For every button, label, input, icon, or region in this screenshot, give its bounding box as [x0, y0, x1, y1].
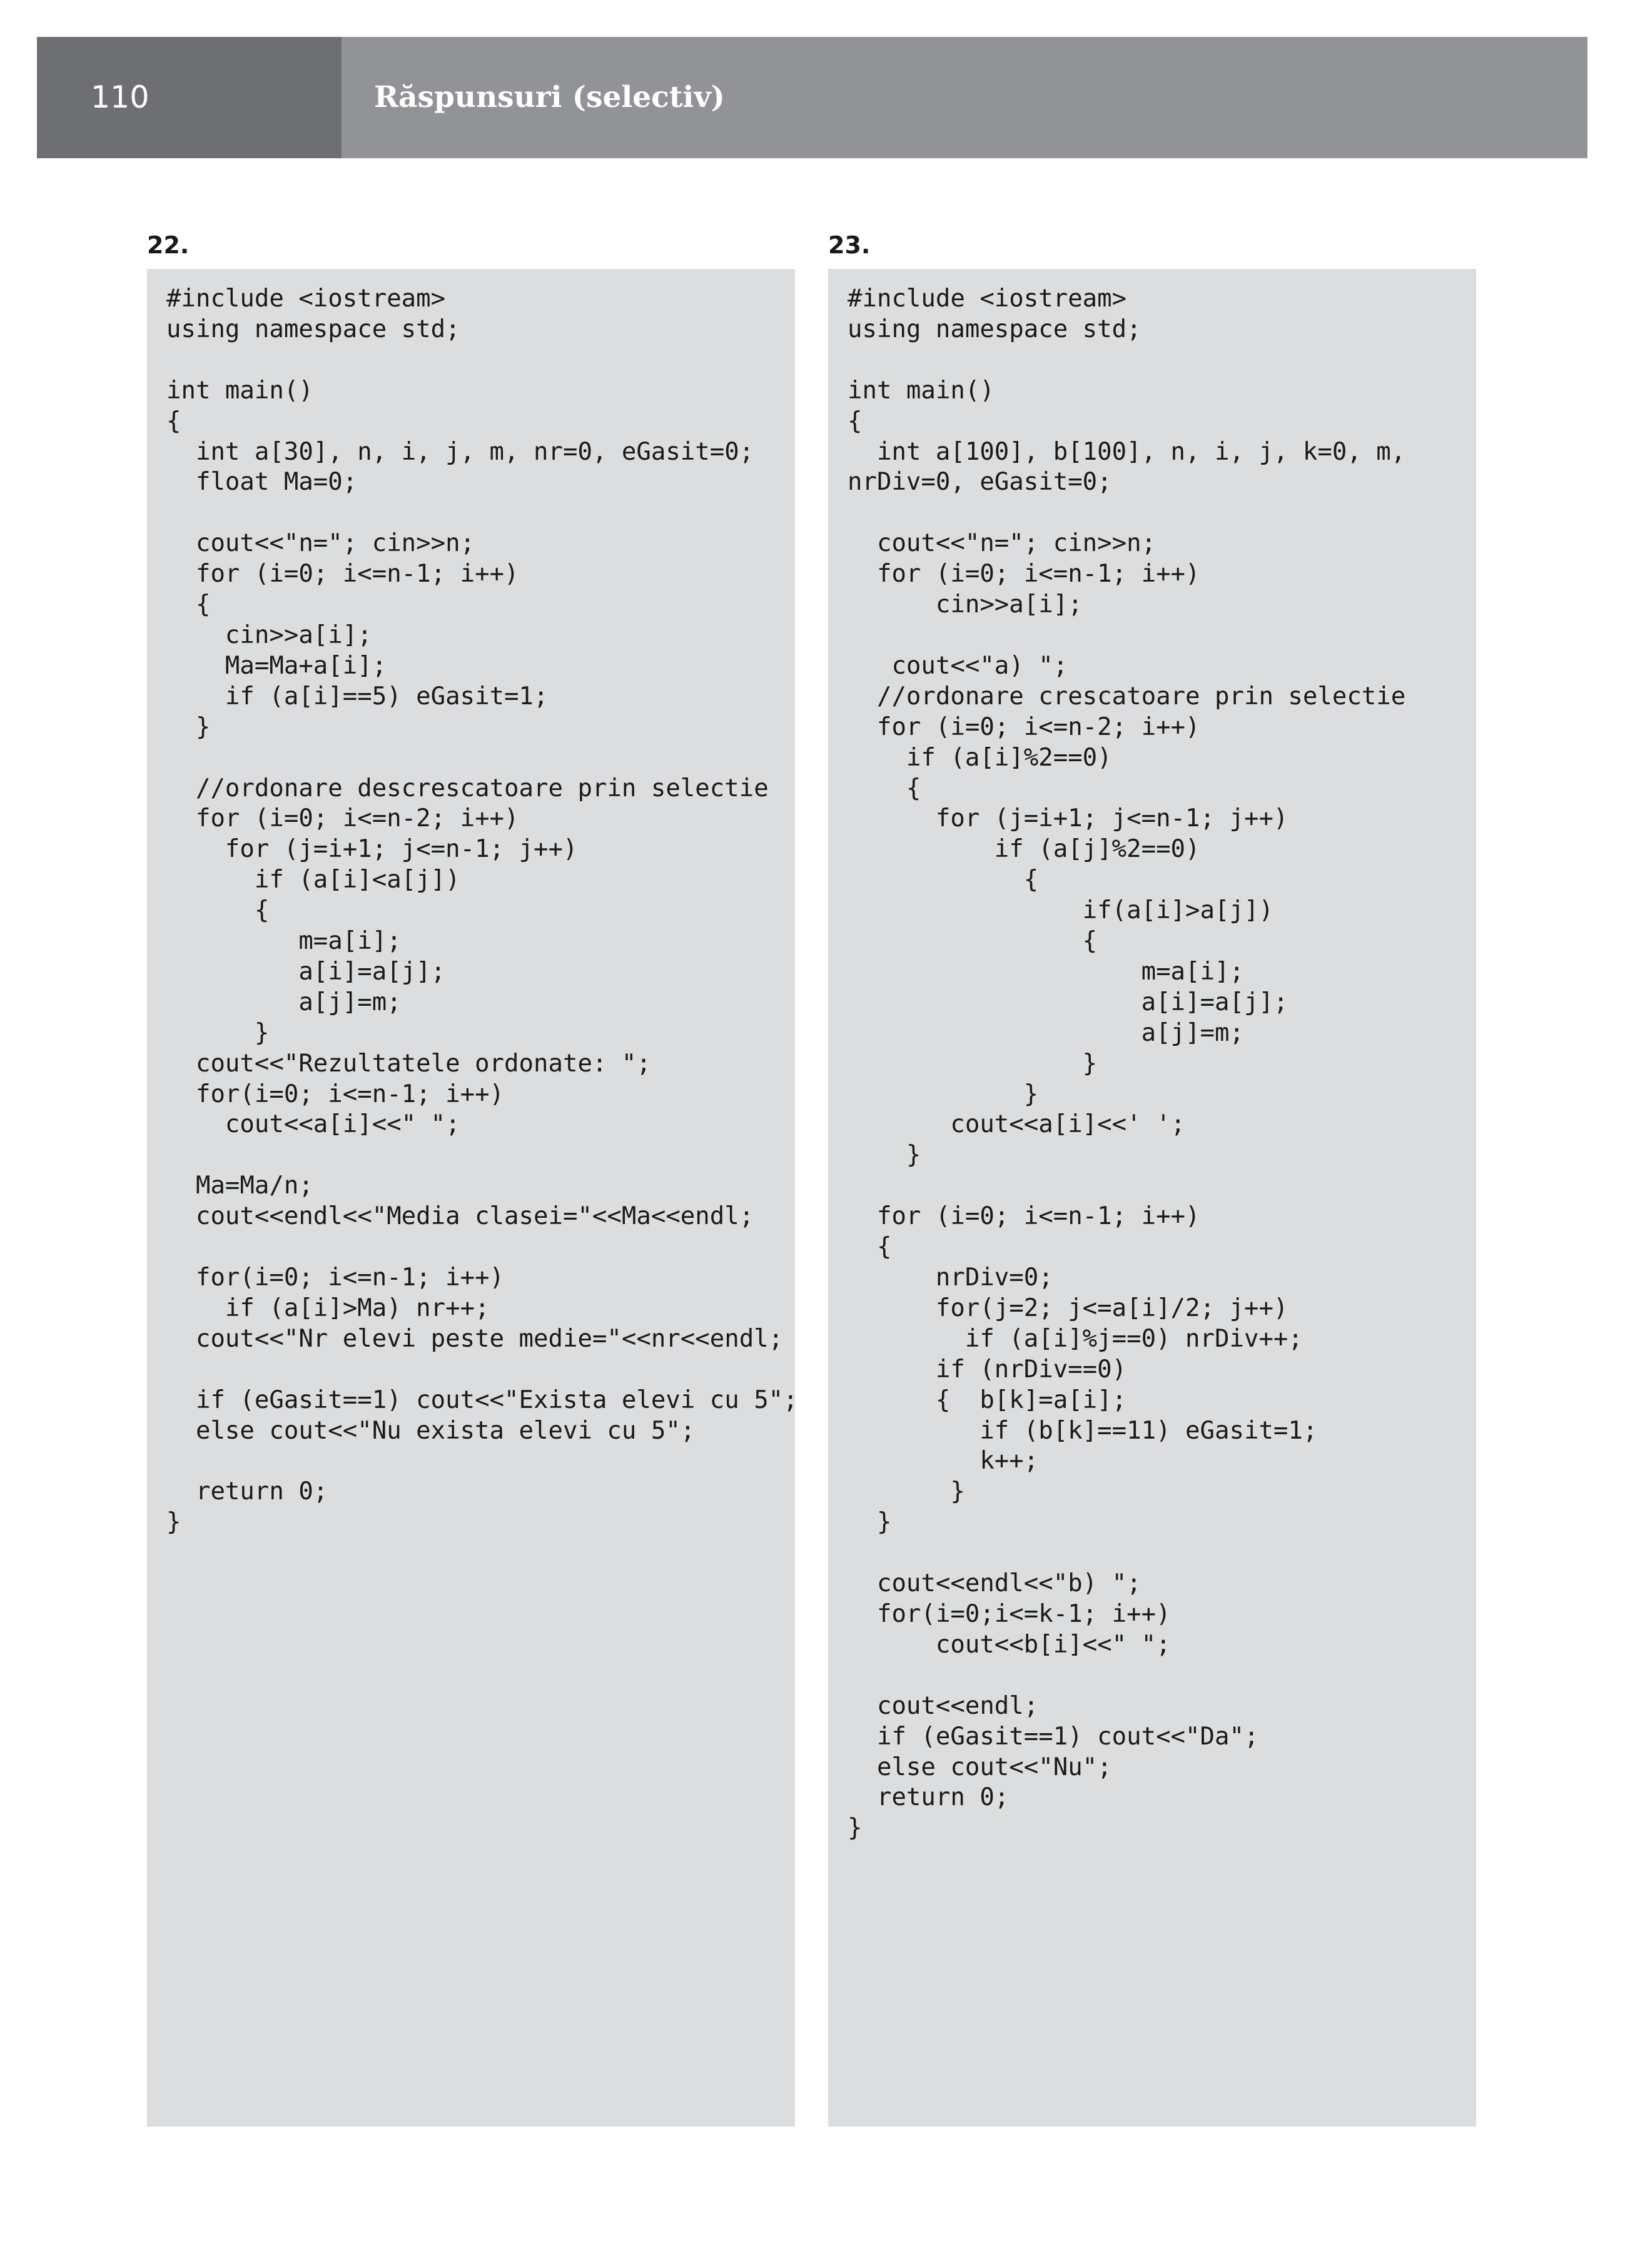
page-number-block — [37, 37, 342, 158]
exercise-22-number: 22. — [147, 231, 190, 259]
exercise-23-code-panel — [828, 269, 1476, 2127]
page-number: 110 — [91, 79, 149, 115]
exercise-22-code-panel — [147, 269, 798, 2127]
chapter-title: Răspunsuri (selectiv) — [374, 80, 725, 114]
page-header — [37, 37, 1587, 158]
exercise-23-number: 23. — [828, 231, 871, 259]
exercise-22-code: #include <iostream> using namespace std; int main() { int a[30], n, i, j, m, nr=0, eGasit=0; float Ma=0; cout<<"n="; cin>>n; for (i=0; i<=n-1; i++) { cin>>a[i]; Ma=Ma+a[i]; if (a[i]==5) eGasit=1; } //ordonare descrescatoare prin selectie for (i=0; i<=n-2; i++) for (j=i+1; j<=n-1; j++) if (a[i]<a[j]) { m=a[i]; a[i]=a[j]; a[j]=m; } cout<<"Rezultatele ordonate: "; for(i=0; i<=n-1; i++) cout<<a[i]<<" "; Ma=Ma/n; cout<<endl<<"Media clasei="<<Ma<<endl; for(i=0; i<=n-1; i++) if (a[i]>Ma) nr++; cout<<"Nr elevi peste medie="<<nr<<endl; if (eGasit==1) cout<<"Exista elevi cu 5"; else cout<<"Nu exista elevi cu 5"; return 0; } — [166, 285, 798, 1537]
exercise-23-code: #include <iostream> using namespace std; int main() { int a[100], b[100], n, i, j, k=0, m, nrDiv=0, eGasit=0; cout<<"n="; cin>>n; for (i=0; i<=n-1; i++) cin>>a[i]; cout<<"a) "; //ordonare crescatoare prin selectie for (i=0; i<=n-2; i++) if (a[i]%2==0) { for (j=i+1; j<=n-1; j++) if (a[j]%2==0) { if(a[i]>a[j]) { m=a[i]; a[i]=a[j]; a[j]=m; } } cout<<a[i]<<' '; } for (i=0; i<=n-1; i++) { nrDiv=0; for(j=2; j<=a[i]/2; j++) if (a[i]%j==0) nrDiv++; if (nrDiv==0) { b[k]=a[i]; if (b[k]==11) eGasit=1; k++; } } cout<<endl<<"b) "; for(i=0;i<=k-1; i++) cout<<b[i]<<" "; cout<<endl; if (eGasit==1) cout<<"Da"; else cout<<"Nu"; return 0; } — [848, 285, 1406, 1843]
